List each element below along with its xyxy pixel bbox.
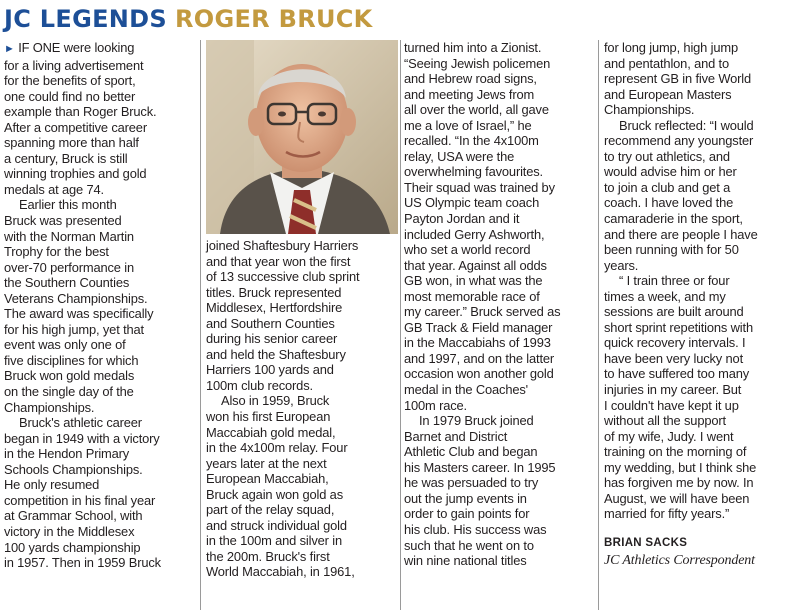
opening-line: IF ONE were looking xyxy=(18,40,135,55)
text-line: 100 yards championship xyxy=(4,539,141,555)
text-line: victory in the Middlesex xyxy=(4,523,135,539)
text-line: and there are people I have xyxy=(604,226,758,242)
text-line: and struck individual gold xyxy=(206,517,347,533)
text-line: medal in the Coaches' xyxy=(404,382,528,398)
text-line: and held the Shaftesbury xyxy=(206,346,346,362)
text-line: for his high jump, yet that xyxy=(4,321,144,337)
column-divider xyxy=(598,40,599,610)
text-line: European Maccabiah, xyxy=(206,471,329,487)
portrait-photo xyxy=(206,40,398,234)
text-line: in 1957. Then in 1959 Bruck xyxy=(4,555,161,571)
text-line: turned him into a Zionist. xyxy=(404,40,542,55)
text-line: “ I train three or four xyxy=(619,273,730,289)
text-line: “Seeing Jewish policemen xyxy=(404,55,551,71)
text-line: Bruck was presented xyxy=(4,213,122,229)
text-line: Also in 1959, Bruck xyxy=(221,393,330,409)
text-line: event was only one of xyxy=(4,337,126,353)
byline-role: JC Athletics Correspondent xyxy=(604,552,755,568)
text-line: on the single day of the xyxy=(4,384,134,400)
text-line: Barnet and District xyxy=(404,428,508,444)
text-line: Schools Championships. xyxy=(4,461,143,477)
text-line: Their squad was trained by xyxy=(404,179,555,195)
text-line: Trophy for the best xyxy=(4,244,109,260)
text-line: has forgiven me by now. In xyxy=(604,475,754,491)
article-column-2 xyxy=(206,238,398,580)
text-line: In 1979 Bruck joined xyxy=(419,413,534,429)
text-line: Bruck's athletic career xyxy=(19,415,142,431)
text-line: to try out athletics, and xyxy=(604,148,730,164)
text-line: Veterans Championships. xyxy=(4,290,148,306)
text-line: Bruck again won gold as xyxy=(206,486,344,502)
text-line: 100m race. xyxy=(404,397,467,413)
text-line: of my wife, Judy. I went xyxy=(604,428,734,444)
text-line: in the 100m and silver in xyxy=(206,533,342,549)
text-line: years later at the next xyxy=(206,455,327,471)
text-line: The award was specifically xyxy=(4,306,154,322)
text-line: in the Maccabiahs of 1993 xyxy=(404,335,551,351)
text-line: recalled. “In the 4x100m xyxy=(404,133,539,149)
text-line: World Maccabiah, in 1961, xyxy=(206,564,355,580)
text-line: the 200m. Bruck's first xyxy=(206,548,330,564)
text-line: my wedding, but I think she xyxy=(604,459,757,475)
text-line: years. xyxy=(604,257,639,273)
text-line: represent GB in five World xyxy=(604,71,752,87)
article-column-4 xyxy=(604,40,788,569)
text-line: Athletic Club and began xyxy=(404,444,538,460)
text-line: sessions are built around xyxy=(604,304,744,320)
text-line: medals at age 74. xyxy=(4,181,104,197)
text-line: to have suffered too many xyxy=(604,366,750,382)
text-line: and Southern Counties xyxy=(206,315,335,331)
text-line: titles. Bruck represented xyxy=(206,284,342,300)
text-line: relay, USA were the xyxy=(404,148,515,164)
text-line: US Olympic team coach xyxy=(404,195,540,211)
text-line: spanning more than half xyxy=(4,135,139,151)
headline xyxy=(4,4,373,34)
text-line: competition in his final year xyxy=(4,492,156,508)
text-line: to join a club and get a xyxy=(604,179,731,195)
text-line: order to gain points for xyxy=(404,506,530,522)
text-line: and pentathlon, and to xyxy=(604,55,730,71)
text-line: at Grammar School, with xyxy=(4,508,143,524)
headline-subject-name: ROGER BRUCK xyxy=(174,5,373,33)
text-line: and Hebrew road signs, xyxy=(404,71,537,87)
text-line: 100m club records. xyxy=(206,377,313,393)
text-line: one could find no better xyxy=(4,88,136,104)
text-line: who set a world record xyxy=(404,242,531,258)
headline-section-label: JC LEGENDS xyxy=(4,5,167,33)
text-line: have been very lucky not xyxy=(604,350,743,366)
text-line: would advise him or her xyxy=(604,164,737,180)
text-line: the Southern Counties xyxy=(4,275,130,291)
text-line: he was persuaded to try xyxy=(404,475,539,491)
text-line: Championships. xyxy=(604,102,695,118)
text-line: GB won, in what was the xyxy=(404,273,543,289)
text-line: and meeting Jews from xyxy=(404,86,535,102)
text-line: I couldn't have kept it up xyxy=(604,397,739,413)
byline-author: BRIAN SACKS xyxy=(604,536,688,549)
text-line: joined Shaftesbury Harriers xyxy=(206,238,359,253)
text-line: injuries in my career. But xyxy=(604,382,742,398)
text-line: Payton Jordan and it xyxy=(404,211,520,227)
text-line: occasion won another gold xyxy=(404,366,554,382)
text-line: in the 4x100m relay. Four xyxy=(206,440,348,456)
text-line: over-70 performance in xyxy=(4,259,134,275)
text-line: example than Roger Bruck. xyxy=(4,104,157,120)
text-line: without all the support xyxy=(604,413,726,429)
text-line: Earlier this month xyxy=(19,197,117,213)
text-line: part of the relay squad, xyxy=(206,502,335,518)
text-line: Harriers 100 yards and xyxy=(206,362,334,378)
text-line: short sprint repetitions with xyxy=(604,319,753,335)
column-divider xyxy=(200,40,201,610)
text-line: included Gerry Ashworth, xyxy=(404,226,545,242)
text-line: Middlesex, Hertfordshire xyxy=(206,300,343,316)
text-line: Maccabiah gold medal, xyxy=(206,424,336,440)
text-line: overwhelming favourites. xyxy=(404,164,543,180)
text-line: and 1997, and on the latter xyxy=(404,350,555,366)
text-line: his Masters career. In 1995 xyxy=(404,459,556,475)
portrait-illustration xyxy=(206,40,398,234)
text-line: for the benefits of sport, xyxy=(4,73,136,89)
text-line: and that year won the first xyxy=(206,253,351,269)
text-line: camaraderie in the sport, xyxy=(604,211,743,227)
text-line: that year. Against all odds xyxy=(404,257,547,273)
text-line: Championships. xyxy=(4,399,95,415)
text-line: times a week, and my xyxy=(604,288,726,304)
text-line: quick recovery intervals. I xyxy=(604,335,746,351)
text-line: most memorable race of xyxy=(404,288,540,304)
text-line: his club. His success was xyxy=(404,521,547,537)
text-line: August, we will have been xyxy=(604,490,750,506)
text-line: married for fifty years.” xyxy=(604,506,730,522)
text-line: recommend any youngster xyxy=(604,133,754,149)
column-divider xyxy=(400,40,401,610)
text-line: won his first European xyxy=(206,409,331,425)
text-line: five disciplines for which xyxy=(4,352,139,368)
text-line: After a competitive career xyxy=(4,119,147,135)
text-line: a century, Bruck is still xyxy=(4,150,128,166)
text-line: such that he went on to xyxy=(404,537,534,553)
text-line: Bruck won gold medals xyxy=(4,368,135,384)
text-line xyxy=(4,40,197,58)
text-line: been running with for 50 xyxy=(604,242,739,258)
text-line: coach. I have loved the xyxy=(604,195,734,211)
article-column-1 xyxy=(4,40,197,571)
text-line: with the Norman Martin xyxy=(4,228,134,244)
text-line: my career.” Bruck served as xyxy=(404,304,561,320)
article-column-3 xyxy=(404,40,594,569)
text-line: during his senior career xyxy=(206,331,338,347)
text-line: began in 1949 with a victory xyxy=(4,430,160,446)
text-line: winning trophies and gold xyxy=(4,166,147,182)
text-line: win nine national titles xyxy=(404,553,527,569)
text-line: Bruck reflected: “I would xyxy=(619,117,754,133)
text-line: of 13 successive club sprint xyxy=(206,269,360,285)
text-line: in the Hendon Primary xyxy=(4,446,130,462)
text-line: for a living advertisement xyxy=(4,57,144,73)
text-line: for long jump, high jump xyxy=(604,40,738,55)
text-line: training on the morning of xyxy=(604,444,747,460)
text-line: He only resumed xyxy=(4,477,100,493)
triangle-bullet-icon: ► xyxy=(4,43,15,55)
text-line: all over the world, all gave xyxy=(404,102,549,118)
text-line: out the jump events in xyxy=(404,490,527,506)
text-line: and European Masters xyxy=(604,86,732,102)
text-line: me a love of Israel,” he xyxy=(404,117,532,133)
text-line: GB Track & Field manager xyxy=(404,319,553,335)
